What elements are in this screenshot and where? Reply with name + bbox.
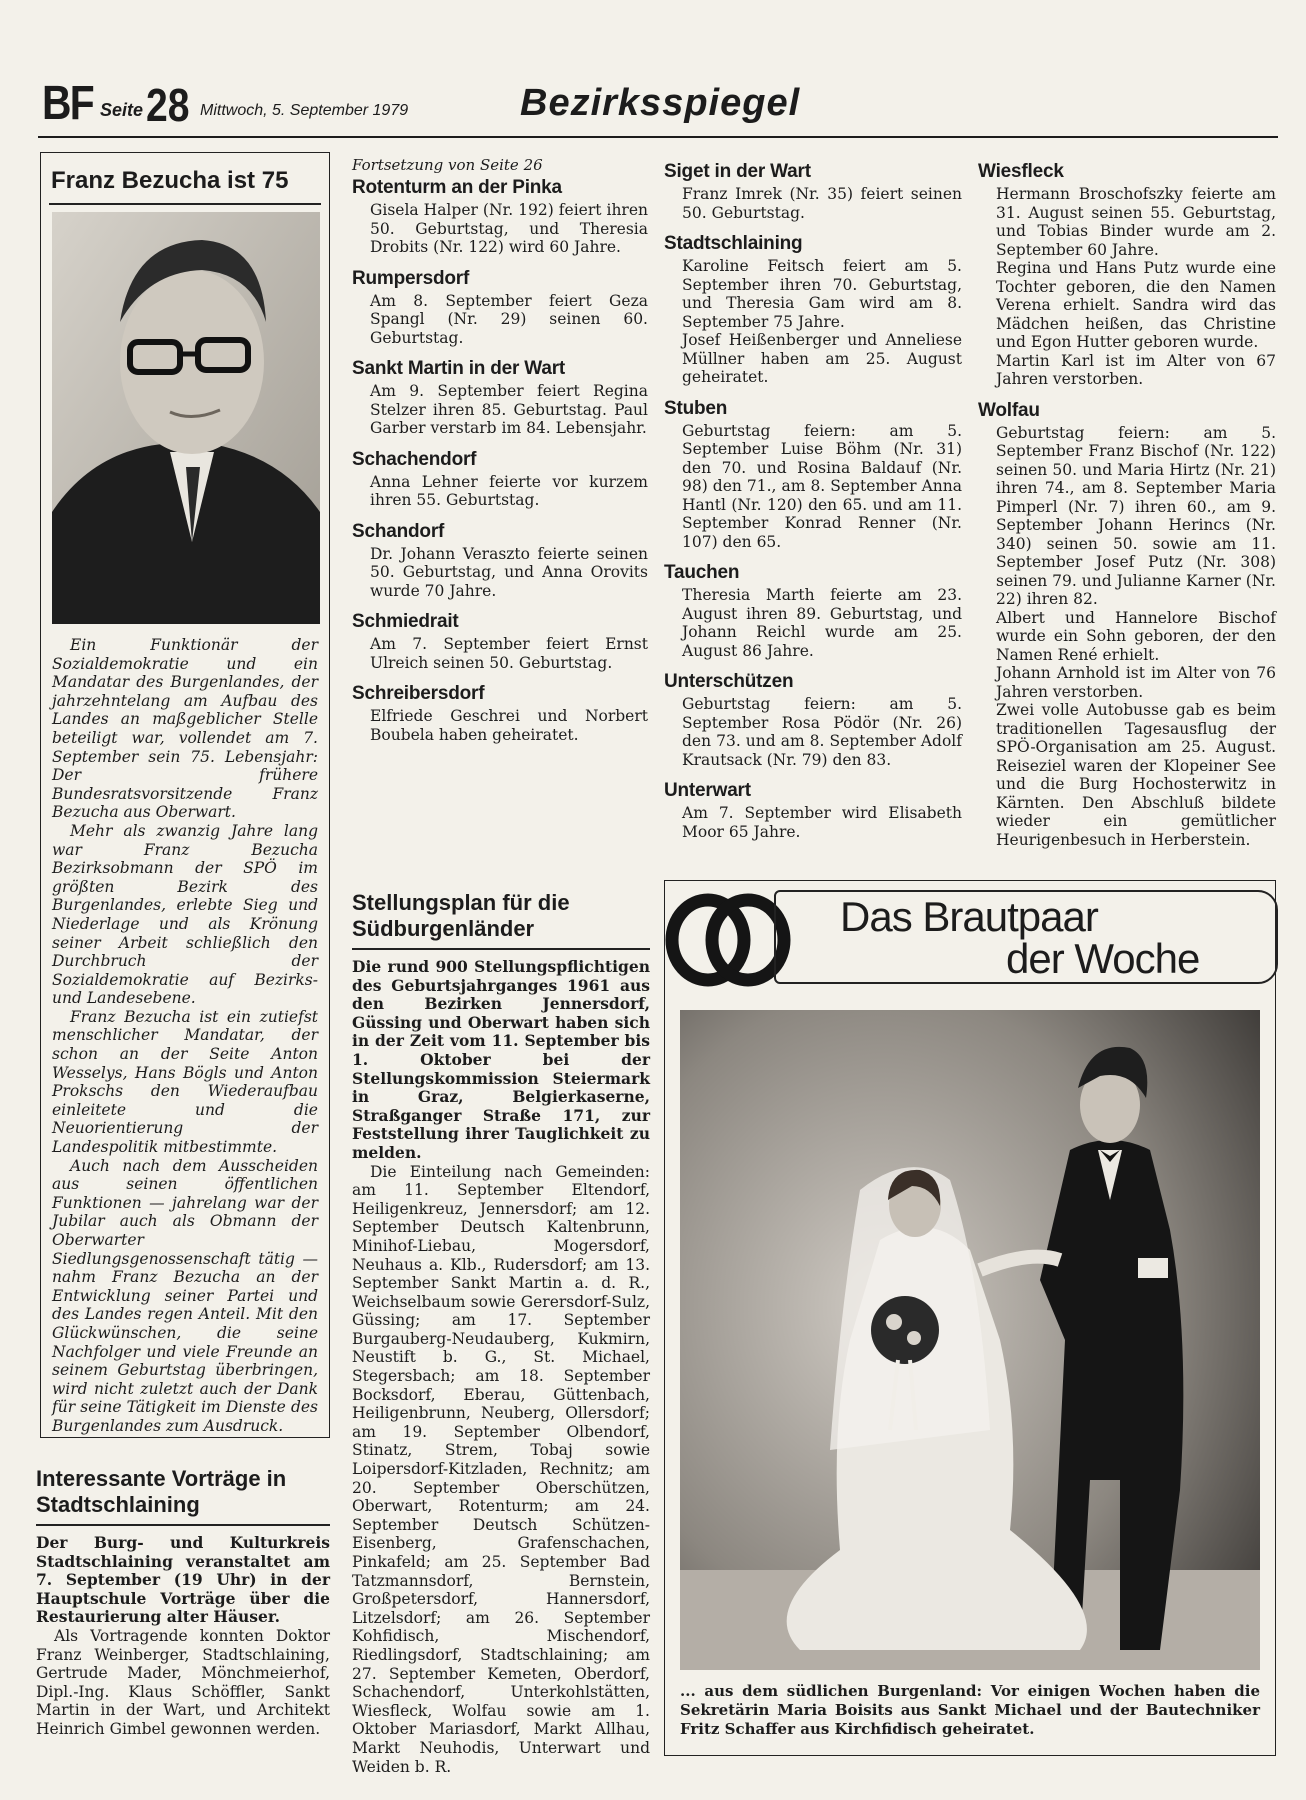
vortraege-article <box>36 1466 330 1739</box>
notice-sankt-martin <box>352 357 648 438</box>
notice-text: Albert und Hannelore Bischof wurde ein Sohn geboren, der den Namen René erhielt. <box>996 608 1276 664</box>
masthead <box>42 78 1278 138</box>
column-4 <box>978 160 1276 859</box>
stellungsplan-rule <box>352 948 650 950</box>
portrait-paragraph: Mehr als zwanzig Jahre lang war Franz Bezucha Bezirksobmann der SPÖ im größten Bezirk des Burgenlandes, erlebte Sieg und Niederlage und als Krönung seiner Arbeit schließlich den Durchbruch der Sozialdemokratie auf Bezirks- und Landesebene. <box>52 821 318 1008</box>
notice-place: Unterschützen <box>664 671 794 692</box>
portrait-paragraph: Franz Bezucha ist ein zutiefst menschlicher Mandatar, der schon an der Seite Anton Wesselys, Hans Bögls und Anton Prokschs den Wiederaufbau einleitete und die Neuorientierung der Landespolitik mitbestimmte. <box>52 1007 318 1157</box>
notice-place: Schandorf <box>352 520 445 542</box>
notice-place: Unterwart <box>664 780 751 801</box>
page-label: Seite <box>100 100 144 120</box>
notice-place: Tauchen <box>664 562 740 583</box>
notice-place: Rumpersdorf <box>352 267 470 289</box>
masthead-logo: BF <box>42 77 93 130</box>
notice-schreibersdorf <box>352 682 648 744</box>
notice-text: Am 8. September feiert Geza Spangl (Nr. 29) seinen 60. Geburtstag. <box>370 291 648 347</box>
notice-place: Schachendorf <box>352 448 477 470</box>
notice-rotenturm <box>352 176 648 257</box>
page-number: 28 <box>146 79 190 131</box>
issue-date: Mittwoch, 5. September 1979 <box>200 102 409 119</box>
wedding-photo <box>680 1010 1260 1670</box>
notice-tauchen <box>664 561 962 660</box>
notice-text: Hermann Broschofszky feierte am 31. August seinen 55. Geburtstag, und Tobias Binder wurde am 2. September 60 Jahre. <box>996 185 1276 259</box>
notice-stadtschlaining <box>664 232 962 387</box>
vortraege-lead: Der Burg- und Kulturkreis Stadtschlaining veranstaltet am 7. September (19 Uhr) in der Hauptschule Vorträge über die Restaurierung alter Häuser. <box>36 1533 330 1627</box>
notice-text: Zwei volle Autobusse gab es beim traditionellen Tagesausflug der SPÖ-Organisation am 25. August. Reiseziel waren der Klopeiner See und die Burg Hochosterwitz in Kärnten. Den Abschluß bildete wieder ein gemütlicher Heurigenbesuch in Herberstein. <box>996 701 1276 849</box>
notice-text: Karoline Feitsch feiert am 5. September ihren 70. Geburtstag, und Theresia Gam wird am 8. September 75 Jahre. <box>682 257 962 331</box>
notice-text: Geburtstag feiern: am 5. September Franz Bischof (Nr. 122) seinen 50. und Maria Hirtz (Nr. 21) ihren 74., am 8. September Maria Pimperl (Nr. 7) ihren 60., am 9. September Johann Herincs (Nr. 340) seinen 50. sowie am 11. September Josef Putz (Nr. 308) seinen 79. und Julianne Karner (Nr. 22) ihren 82. <box>996 423 1276 608</box>
portrait-photo <box>52 212 320 624</box>
stellungsplan-body: Die Einteilung nach Gemeinden: am 11. September Eltendorf, Heiligenkreuz, Jennersdorf; am 12. September Deutsch Kaltenbrunn, Minihof-Liebau, Mogersdorf, Neuhaus a. Klb., Rudersdorf; am 13. September Sankt Martin a. d. R., Weichselbaum sowie Gerersdorf-Sulz, Güssing; am 17. September Burgauberg-Neudauberg, Kukmirn, Neustift b. G., St. Michael, Stegersbach; am 18. September Bocksdorf, Eberau, Güttenbach, Heiligenbrunn, Neuberg, Ollersdorf; am 19. September Olbendorf, Stinatz, Strem, Tobaj sowie Loipersdorf-Kitzladen, Rechnitz; am 20. September Oberschützen, Oberwart, Rotenturm; am 24. September Deutsch Schützen-Eisenberg, Grafenschachen, Pinkafeld; am 25. September Bad Tatzmannsdorf, Bernstein, Großpetersdorf, Hannersdorf, Litzelsdorf; am 26. September Kohfidisch, Mischendorf, Riedlingsdorf, Stadtschlaining; am 27. September Kemeten, Oberdorf, Schachendorf, Unterkohlstätten, Wiesfleck, Wolfau sowie am 1. Oktober Mariasdorf, Markt Allhau, Markt Neuhodis, Unterwart und Weiden b. R. <box>352 1162 650 1776</box>
notice-schandorf <box>352 520 648 601</box>
masthead-rule <box>38 136 1278 138</box>
notice-wiesfleck <box>978 160 1276 389</box>
portrait-paragraph: Auch nach dem Ausscheiden aus seinen öffentlichen Funktionen — jahrelang war der Jubilar auch als Obmann der Oberwarter Siedlungsgenossenschaft tätig — nahm Franz Bezucha an der Entwicklung seiner Partei und des Landes regen Anteil. Mit den Glückwünschen, die seine Nachfolger und viele Freunde an seinem Geburtstag überbringen, wird nicht zuletzt auch der Dank für seine Tätigkeit im Dienste des Burgenlandes zum Ausdruck. <box>52 1156 318 1435</box>
notice-text: Dr. Johann Veraszto feierte seinen 50. Geburtstag, und Anna Orovits wurde 70 Jahre. <box>370 544 648 600</box>
notice-text: Elfriede Geschrei und Norbert Boubela haben geheiratet. <box>370 707 648 744</box>
notice-place: Sankt Martin in der Wart <box>352 358 566 379</box>
brautpaar-banner <box>664 884 1276 994</box>
notice-place: Wiesfleck <box>978 161 1064 182</box>
notice-text: Am 9. September feiert Regina Stelzer ihren 85. Geburtstag. Paul Garber verstarb im 84. Lebensjahr. <box>370 382 648 437</box>
notice-text: Josef Heißenberger und Anneliese Müllner haben am 25. August geheiratet. <box>682 331 962 386</box>
notice-schachendorf <box>352 448 648 510</box>
notice-text: Am 7. September feiert Ernst Ulreich seinen 50. Geburtstag. <box>370 635 648 672</box>
notice-text: Johann Arnhold ist im Alter von 76 Jahren verstorben. <box>996 664 1276 701</box>
notice-place: Schmiedrait <box>352 611 459 632</box>
notice-text: Geburtstag feiern: am 5. September Rosa Pödör (Nr. 26) den 73. und am 8. September Adolf Krautsack (Nr. 79) den 83. <box>682 695 962 769</box>
notice-place: Stadtschlaining <box>664 233 803 254</box>
stellungsplan-lead: Die rund 900 Stellungspflichtigen des Geburtsjahrganges 1961 aus den Bezirken Jennersdorf, Güssing und Oberwart haben sich in der Zeit vom 11. September bis 1. Oktober bei der Stellungskommission Steiermark in Graz, Belgierkaserne, Straßganger Straße 171, zur Feststellung ihrer Tauglichkeit zu melden. <box>352 957 650 1162</box>
portrait-text <box>52 636 318 1436</box>
wedding-caption: ... aus dem südlichen Burgenland: Vor einigen Wochen haben die Sekretärin Maria Boisits aus Sankt Michael und der Bautechniker Fritz Schaffer aus Kirchfidisch geheiratet. <box>680 1682 1260 1738</box>
notice-stuben <box>664 397 962 552</box>
notice-text: Franz Imrek (Nr. 35) feiert seinen 50. Geburtstag. <box>682 185 962 222</box>
notice-unterwart <box>664 779 962 841</box>
notice-place: Wolfau <box>978 399 1040 421</box>
vortraege-body: Als Vortragende konnten Doktor Franz Weinberger, Stadtschlaining, Gertrude Mader, Mönchmeierhof, Dipl.-Ing. Klaus Schöffler, Sankt Martin in der Wart, und Architekt Heinrich Gimbel gewonnen werden. <box>36 1626 330 1738</box>
notice-place: Schreibersdorf <box>352 683 485 704</box>
notice-text: Am 7. September wird Elisabeth Moor 65 Jahre. <box>682 804 962 841</box>
notice-text: Martin Karl ist im Alter von 67 Jahren verstorben. <box>996 351 1276 388</box>
portrait-paragraph: Ein Funktionär der Sozialdemokratie und ein Mandatar des Burgenlandes, der jahrzehntelang am Aufbau des Landes an maßgeblicher Stelle beteiligt war, vollendet am 7. September sein 75. Lebensjahr: Der frühere Bundesratsvorsitzende Franz Bezucha aus Oberwart. <box>52 636 318 822</box>
banner-title-line2: der Woche <box>1006 935 1200 982</box>
portrait-photo-image <box>52 212 320 624</box>
stellungsplan-article <box>352 890 650 1776</box>
notice-text: Regina und Hans Putz wurde eine Tochter geboren, die den Namen Verena erhielt. Sandra wird das Mädchen heißen, das Christine und Egon Hutter geboren wurde. <box>996 259 1276 351</box>
stellungsplan-title: Stellungsplan für die Südburgenländer <box>352 890 570 941</box>
notice-schmiedrait <box>352 610 648 672</box>
notice-rumpersdorf <box>352 267 648 348</box>
section-title: Bezirksspiegel <box>520 82 801 124</box>
notice-place: Stuben <box>664 397 728 419</box>
notice-text: Anna Lehner feierte vor kurzem ihren 55. Geburtstag. <box>370 472 648 509</box>
notice-text: Gisela Halper (Nr. 192) feiert ihren 50. Geburtstag, und Theresia Drobits (Nr. 122) wird 60 Jahre. <box>370 201 648 256</box>
column-3 <box>664 160 962 851</box>
notice-siget <box>664 160 962 222</box>
notice-place: Rotenturm an der Pinka <box>352 177 562 198</box>
wedding-photo-image <box>680 1010 1260 1670</box>
portrait-title: Franz Bezucha ist 75 <box>51 167 289 194</box>
vortraege-title: Interessante Vorträge in Stadtschlaining <box>36 1466 287 1517</box>
notice-text: Geburtstag feiern: am 5. September Luise Böhm (Nr. 31) den 70. und Rosina Baldauf (Nr. 98) den 71., am 8. September Anna Hantl (Nr. 120) den 65. und am 11. September Konrad Renner (Nr. 107) den 65. <box>682 421 962 551</box>
notice-unterschuetzen <box>664 670 962 769</box>
notice-text: Theresia Marth feierte am 23. August ihren 89. Geburtstag, und Johann Reichl wurde am 25. August 86 Jahre. <box>682 586 962 660</box>
vortraege-rule <box>36 1524 330 1526</box>
notice-place: Siget in der Wart <box>664 161 811 182</box>
notice-wolfau <box>978 399 1276 850</box>
banner-title-line1: Das Brautpaar <box>840 893 1098 940</box>
portrait-title-rule <box>49 203 321 205</box>
column-2 <box>352 156 648 754</box>
continuation-note: Fortsetzung von Seite 26 <box>352 156 543 174</box>
